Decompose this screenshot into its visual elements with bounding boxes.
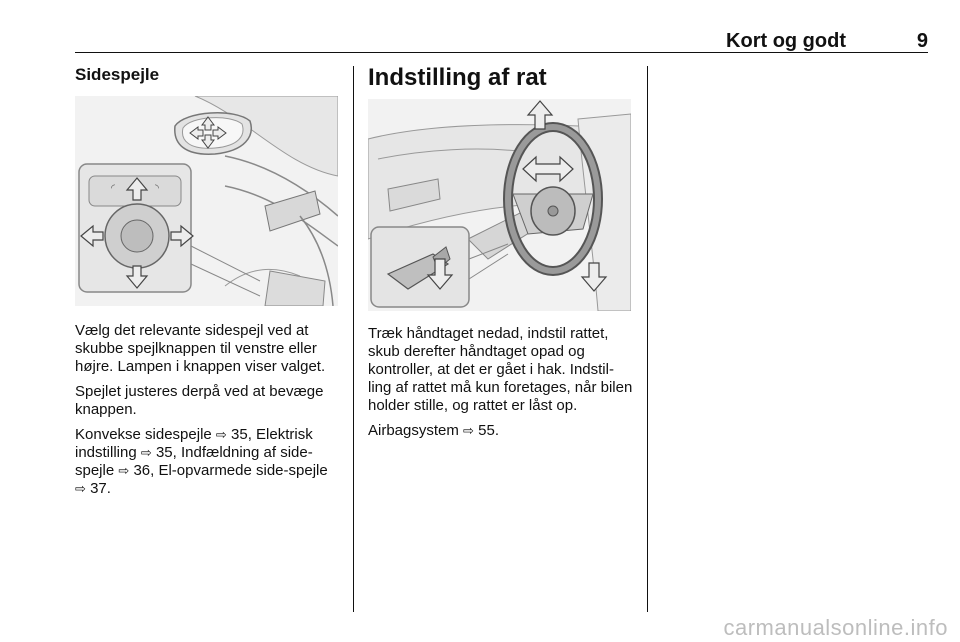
svg-text:◜: ◜ [111, 183, 115, 194]
page-reference-arrow-icon: ⇨ [215, 427, 227, 442]
page-reference-arrow-icon: ⇨ [75, 481, 86, 496]
column-divider-left [353, 66, 354, 612]
mirror-control-illustration [75, 96, 338, 306]
page-reference-arrow-icon: ⇨ [463, 423, 474, 438]
mirrors-paragraph-1: Vælg det relevante sidespejl ved at skubbe spejlknappen til venstre eller højre. Lampen i knappen viser valget. [75, 322, 326, 375]
watermark: carmanualsonline.info [723, 615, 948, 640]
page-reference-arrow-icon: ⇨ [118, 463, 130, 478]
page-reference-link[interactable]: 35 [155, 444, 173, 461]
page-number: 9 [916, 30, 928, 52]
page-reference-link[interactable]: 37 [90, 480, 107, 497]
section-heading-steering: Indstilling af rat [368, 64, 547, 91]
mirrors-paragraph-3: Konvekse sidespejle ⇨ 35, Elektrisk indstilling ⇨ 35, Indfældning af side-spejle ⇨ 36, El-opvarmede side-spejle ⇨ 37. [75, 426, 328, 497]
steering-paragraph-1: Træk håndtaget nedad, indstil rattet, skub derefter håndtaget opad og kontroller, at det er gået i hak. Indstil-ling af rattet må kun foretages, når bilen holder stille, og rattet er låst op. [368, 325, 633, 414]
svg-text:◝: ◝ [155, 183, 159, 194]
section-heading-mirrors: Sidespejle [75, 65, 160, 84]
page-reference-link[interactable]: 55 [478, 422, 495, 439]
header-rule [75, 52, 928, 53]
steering-paragraph-2: Airbagsystem ⇨ 55. [368, 422, 499, 439]
steering-body-text [368, 325, 634, 447]
mirrors-body-text [75, 322, 341, 505]
page-header-title: Kort og godt [726, 30, 846, 52]
page-reference-link[interactable]: 36 [133, 462, 151, 479]
page-reference-arrow-icon: ⇨ [140, 445, 152, 460]
mirrors-paragraph-2: Spejlet justeres derpå ved at bevæge knappen. [75, 383, 324, 418]
column-divider-right [647, 66, 648, 612]
steering-adjust-illustration [368, 99, 631, 311]
page-reference-link[interactable]: 35 [231, 426, 248, 443]
